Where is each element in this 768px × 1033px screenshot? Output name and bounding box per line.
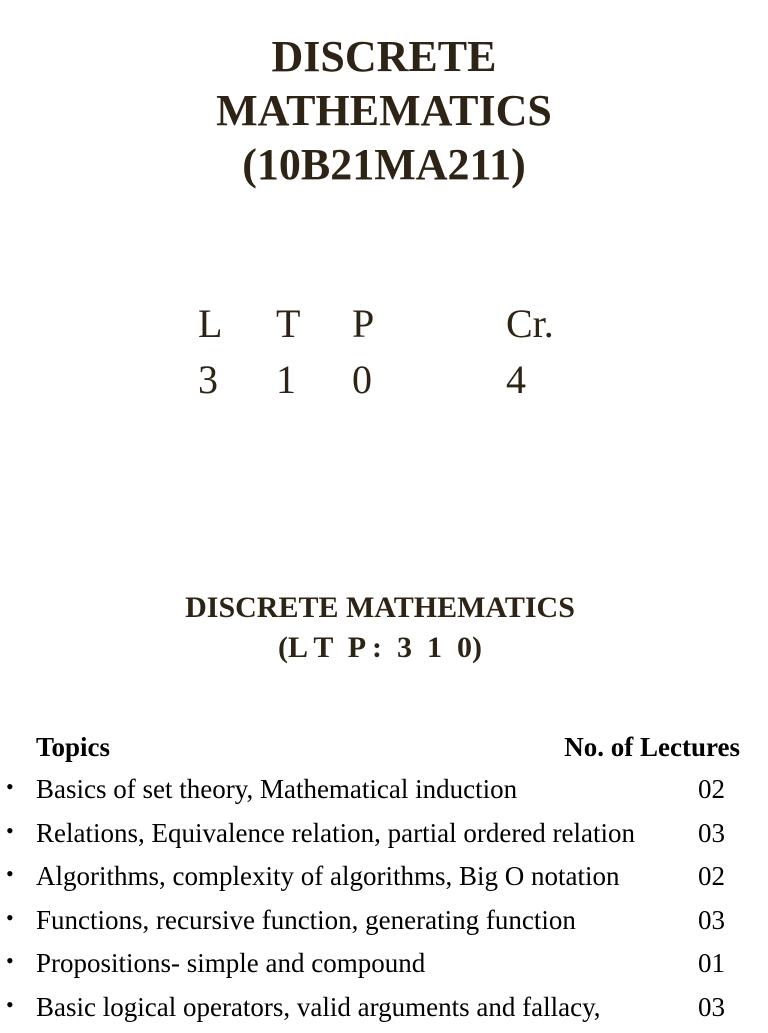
topic-text: Propositions- simple and compound bbox=[36, 946, 425, 980]
bullet-icon: • bbox=[6, 944, 14, 978]
section-heading bbox=[0, 588, 760, 668]
list-item bbox=[0, 990, 768, 1033]
bullet-icon: • bbox=[6, 988, 14, 1022]
topics-column-header: Topics bbox=[36, 730, 110, 764]
title-line-1: DISCRETE bbox=[0, 30, 768, 84]
lecture-count: 03 bbox=[698, 990, 725, 1024]
course-code: (10B21MA211) bbox=[0, 138, 768, 192]
value-lecture: 3 bbox=[198, 356, 218, 404]
lecture-count: 01 bbox=[698, 946, 725, 980]
topic-text: Basics of set theory, Mathematical induction bbox=[36, 772, 517, 806]
lecture-count: 02 bbox=[698, 772, 725, 806]
list-item bbox=[0, 816, 768, 860]
value-credits: 4 bbox=[506, 356, 526, 404]
bullet-icon: • bbox=[6, 857, 14, 891]
topic-text: Relations, Equivalence relation, partial ordered relation bbox=[36, 816, 635, 850]
header-practical: P bbox=[352, 300, 374, 348]
list-item bbox=[0, 859, 768, 903]
header-credits: Cr. bbox=[506, 300, 554, 348]
header-lecture: L bbox=[198, 300, 222, 348]
bullet-icon: • bbox=[6, 814, 14, 848]
title-line-2: MATHEMATICS bbox=[0, 84, 768, 138]
list-item bbox=[0, 946, 768, 990]
bullet-icon: • bbox=[6, 770, 14, 804]
lecture-count: 02 bbox=[698, 859, 725, 893]
section-ltp: (L T P : 3 1 0) bbox=[0, 628, 760, 668]
value-tutorial: 1 bbox=[276, 356, 296, 404]
value-practical: 0 bbox=[352, 356, 372, 404]
topic-text: Algorithms, complexity of algorithms, Big O notation bbox=[36, 859, 619, 893]
lectures-column-header: No. of Lectures bbox=[564, 730, 740, 764]
bullet-icon: • bbox=[6, 901, 14, 935]
list-item bbox=[0, 772, 768, 816]
lecture-count: 03 bbox=[698, 816, 725, 850]
topic-list bbox=[0, 772, 768, 1033]
document-title bbox=[0, 30, 768, 192]
section-title: DISCRETE MATHEMATICS bbox=[0, 588, 760, 628]
header-tutorial: T bbox=[276, 300, 300, 348]
topic-text: Functions, recursive function, generating function bbox=[36, 903, 576, 937]
list-item bbox=[0, 903, 768, 947]
topic-text: Basic logical operators, valid arguments and fallacy, bbox=[36, 990, 601, 1024]
lecture-count: 03 bbox=[698, 903, 725, 937]
credit-structure bbox=[198, 300, 618, 410]
